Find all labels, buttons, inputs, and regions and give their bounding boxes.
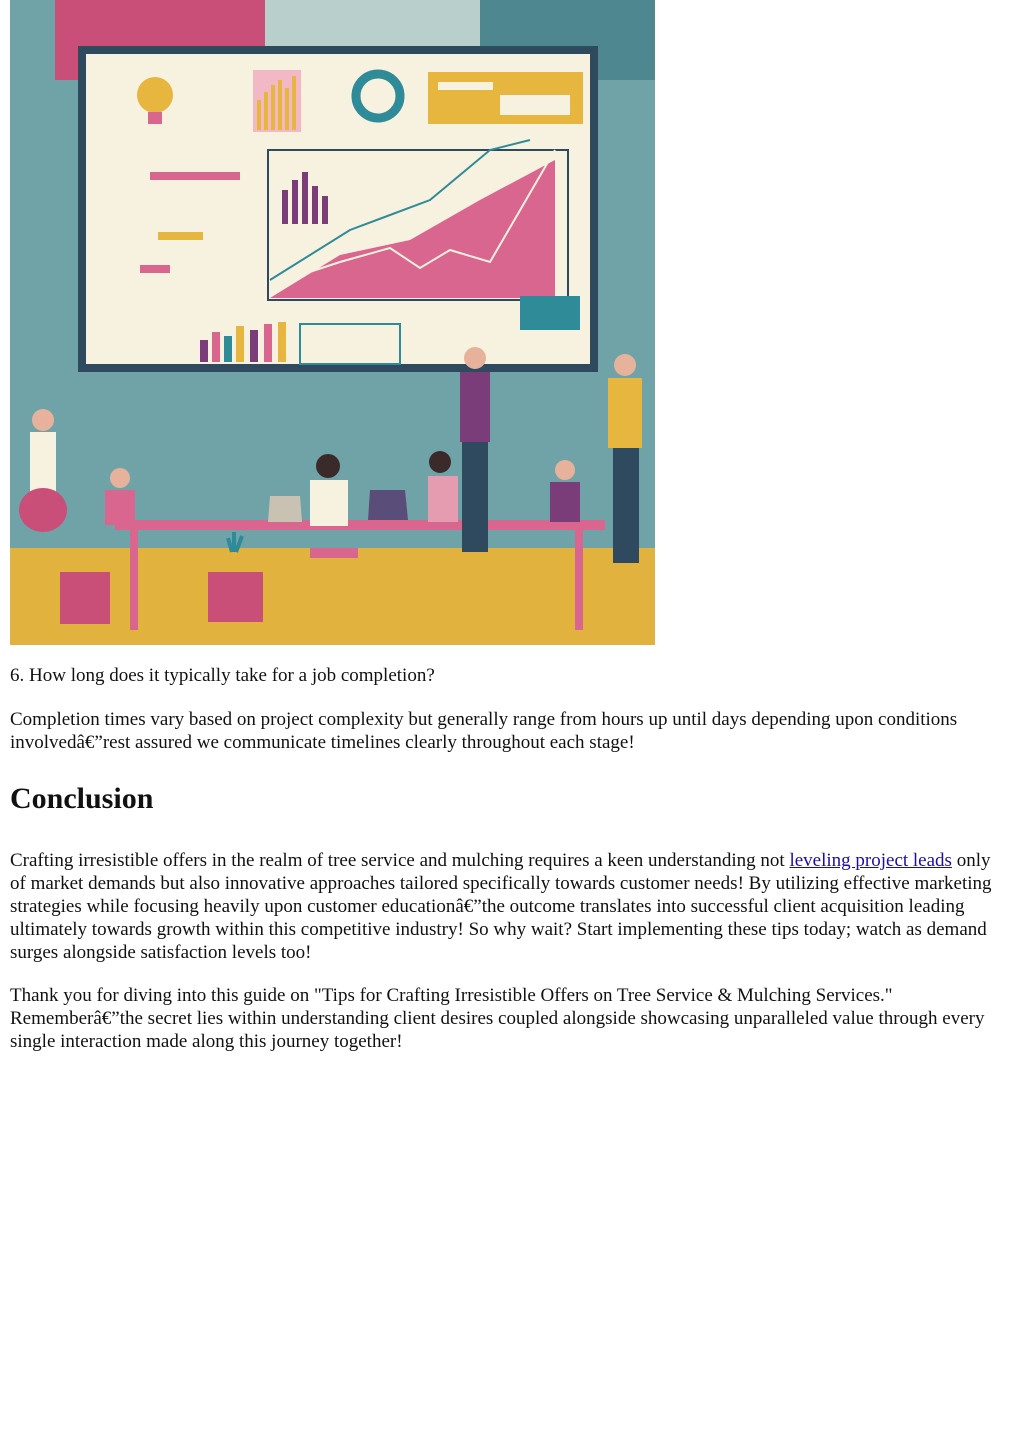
- conclusion-text-before-link: Crafting irresistible offers in the realm of tree service and mulching requires a keen understanding not: [10, 850, 790, 871]
- conclusion-paragraph-2: Thank you for diving into this guide on "Tips for Crafting Irresistible Offers on Tree Service & Mulching Services." Rememberâ€”the secret lies within understanding client desires coupled alongside showcasing unparalleled value through every single interaction made along this journey together!: [10, 985, 985, 1052]
- conclusion-heading: Conclusion: [10, 782, 154, 815]
- team-analytics-illustration: [10, 0, 655, 645]
- faq-answer: Completion times vary based on project complexity but generally range from hours up until days depending upon conditions involvedâ€”rest assured we communicate timelines clearly throughout each stage!: [10, 709, 958, 753]
- conclusion-text-after-link: only of market demands but also innovative approaches tailored specifically towards customer needs! By utilizing effective marketing strategies while focusing heavily upon customer educationâ€”the outcome translates into successful client acquisition leading ultimately towards growth within this competitive industry! So why wait? Start implementing these tips today; watch as demand surges alongside satisfaction levels too!: [10, 850, 992, 963]
- faq-question: 6. How long does it typically take for a job completion?: [10, 665, 435, 686]
- leveling-project-leads-link[interactable]: leveling project leads: [789, 850, 952, 871]
- conclusion-paragraph-1: [10, 849, 1005, 964]
- article-body: [10, 664, 1005, 1053]
- hero-illustration: [10, 0, 655, 645]
